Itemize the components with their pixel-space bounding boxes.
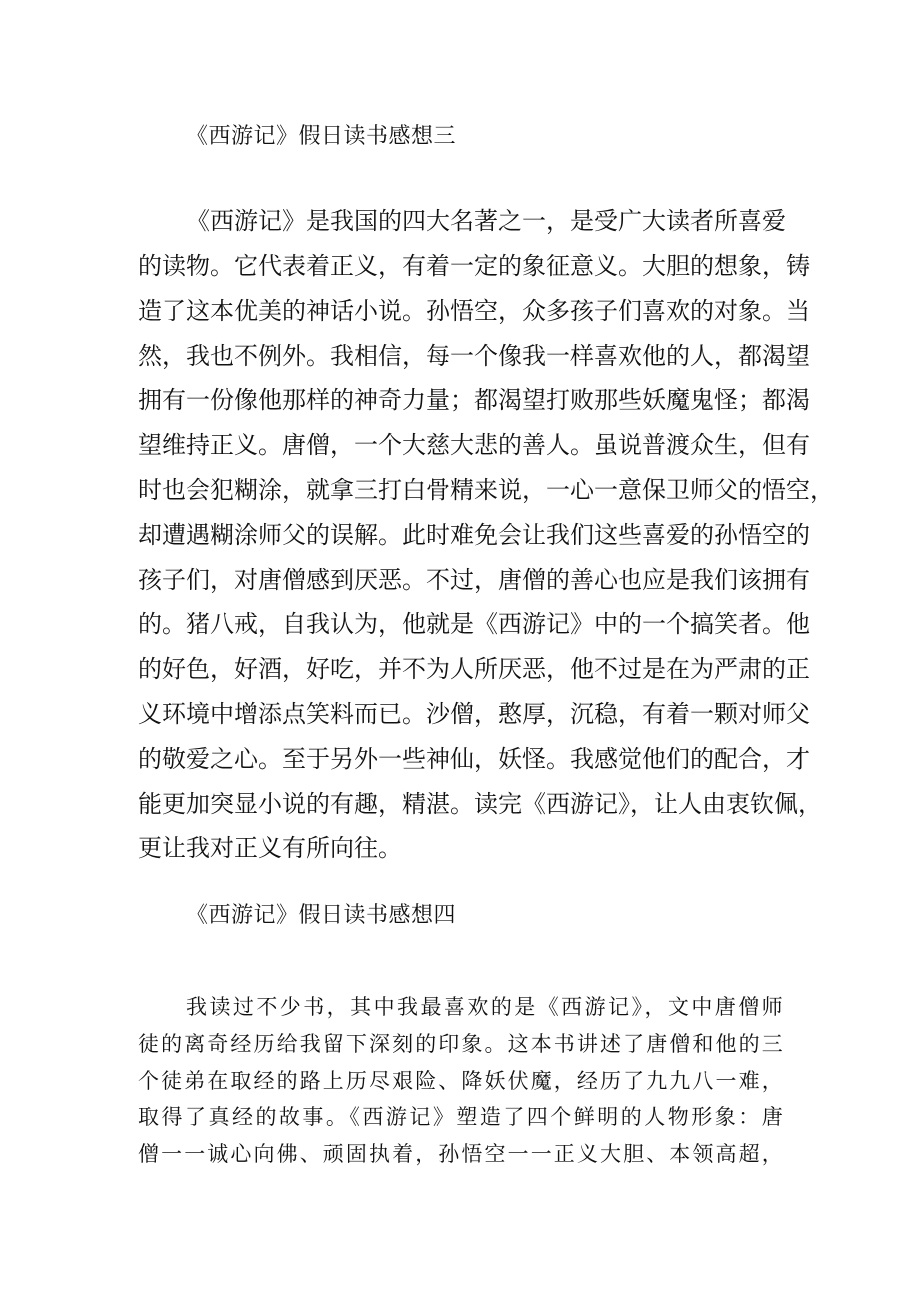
- paragraph-line: 却遭遇糊涂师父的误解。此时难免会让我们这些喜爱的孙悟空的: [138, 521, 810, 549]
- paragraph-line: 的读物。它代表着正义，有着一定的象征意义。大胆的想象，铸: [138, 252, 810, 280]
- paragraph-line: 取得了真经的故事。《西游记》塑造了四个鲜明的人物形象：唐: [138, 1105, 783, 1129]
- paragraph-line: 僧一一诚心向佛、顽固执着，孙悟空一一正义大胆、本领高超，: [138, 1142, 783, 1166]
- section-heading-4: 《西游记》假日读书感想四: [186, 903, 457, 928]
- paragraph-line: 更让我对正义有所向往。: [138, 834, 402, 862]
- paragraph-line: 拥有一份像他那样的神奇力量；都渴望打败那些妖魔鬼怪；都渴: [138, 386, 810, 414]
- paragraph-line: 徒的离奇经历给我留下深刻的印象。这本书讲述了唐僧和他的三: [138, 1032, 783, 1056]
- paragraph-line: 的敬爱之心。至于另外一些神仙，妖怪。我感觉他们的配合，才: [138, 745, 810, 773]
- paragraph-line: 个徒弟在取经的路上历尽艰险、降妖伏魔，经历了九九八一难，: [138, 1069, 783, 1093]
- paragraph-line: 能更加突显小说的有趣，精湛。读完《西游记》，让人由衷钦佩，: [138, 790, 822, 818]
- paragraph-line: 然，我也不例外。我相信，每一个像我一样喜欢他的人，都渴望: [138, 342, 810, 370]
- paragraph-line: 时也会犯糊涂，就拿三打白骨精来说，一心一意保卫师父的悟空，: [138, 476, 834, 504]
- paragraph-line: 的。猪八戒，自我认为，他就是《西游记》中的一个搞笑者。他: [138, 610, 810, 638]
- paragraph-line: 望维持正义。唐僧，一个大慈大悲的善人。虽说普渡众生，但有: [138, 431, 810, 459]
- section-heading-3: 《西游记》假日读书感想三: [186, 124, 457, 149]
- paragraph-line: 孩子们，对唐僧感到厌恶。不过，唐僧的善心也应是我们该拥有: [138, 566, 810, 594]
- paragraph-line: 我读过不少书，其中我最喜欢的是《西游记》，文中唐僧师: [186, 995, 783, 1019]
- paragraph-line: 义环境中增添点笑料而已。沙僧，憨厚，沉稳，有着一颗对师父: [138, 700, 810, 728]
- paragraph-line: 《西游记》是我国的四大名著之一，是受广大读者所喜爱: [186, 207, 786, 235]
- paragraph-line: 造了这本优美的神话小说。孙悟空，众多孩子们喜欢的对象。当: [138, 297, 810, 325]
- paragraph-line: 的好色，好酒，好吃，并不为人所厌恶，他不过是在为严肃的正: [138, 655, 810, 683]
